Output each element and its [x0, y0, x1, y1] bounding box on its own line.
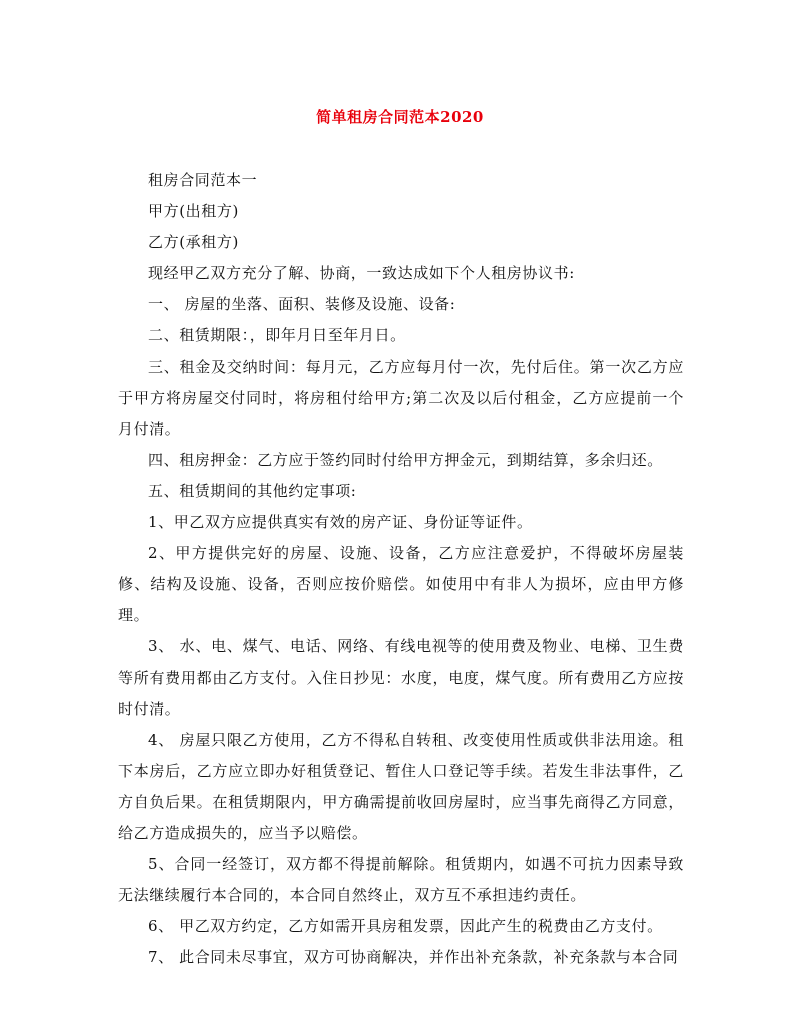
paragraph: 7、 此合同未尽事宜，双方可协商解决，并作出补充条款，补充条款与本合同 [148, 948, 679, 967]
paragraph: 三、租金及交纳时间：每月元，乙方应每月付一次，先付后住。第一次乙方应于甲方将房屋交付同时，将房租付给甲方;第二次及以后付租金，乙方应提前一个月付清。 [118, 357, 684, 438]
paragraph: 2、甲方提供完好的房屋、设施、设备，乙方应注意爱护，不得破坏房屋装修、结构及设施、设备，否则应按价赔偿。如使用中有非人为损坏，应由甲方修理。 [118, 544, 684, 625]
paragraph: 1、甲乙双方应提供真实有效的房产证、身份证等证件。 [148, 513, 533, 532]
paragraph: 6、 甲乙双方约定，乙方如需开具房租发票，因此产生的税费由乙方支付。 [148, 917, 663, 936]
document-title: 简单租房合同范本2020 [316, 108, 484, 126]
document-body [118, 165, 684, 973]
paragraph: 四、租房押金：乙方应于签约同时付给甲方押金元，到期结算，多余归还。 [148, 450, 663, 469]
paragraph: 3、 水、电、煤气、电话、网络、有线电视等的使用费及物业、电梯、卫生费等所有费用都由乙方支付。入住日抄见：水度，电度，煤气度。所有费用乙方应按时付清。 [118, 637, 684, 718]
paragraph: 5、合同一经签订，双方都不得提前解除。租赁期内，如遇不可抗力因素导致无法继续履行本合同的，本合同自然终止，双方互不承担违约责任。 [118, 855, 684, 905]
paragraph: 甲方(出租方) [148, 202, 239, 221]
paragraph: 4、 房屋只限乙方使用，乙方不得私自转租、改变使用性质或供非法用途。租下本房后，乙方应立即办好租赁登记、暂住人口登记等手续。若发生非法事件，乙方自负后果。在租赁期限内，甲方确需提前收回房屋时，应当事先商得乙方同意，给乙方造成损失的，应当予以赔偿。 [118, 730, 684, 842]
paragraph: 乙方(承租方) [148, 233, 239, 252]
paragraph: 五、租赁期间的其他约定事项: [148, 481, 357, 500]
paragraph: 租房合同范本一 [148, 171, 258, 189]
paragraph: 一、 房屋的坐落、面积、装修及设施、设备: [148, 295, 456, 314]
paragraph: 二、租赁期限：，即年月日至年月日。 [148, 326, 406, 345]
paragraph: 现经甲乙双方充分了解、协商，一致达成如下个人租房协议书: [148, 264, 575, 283]
